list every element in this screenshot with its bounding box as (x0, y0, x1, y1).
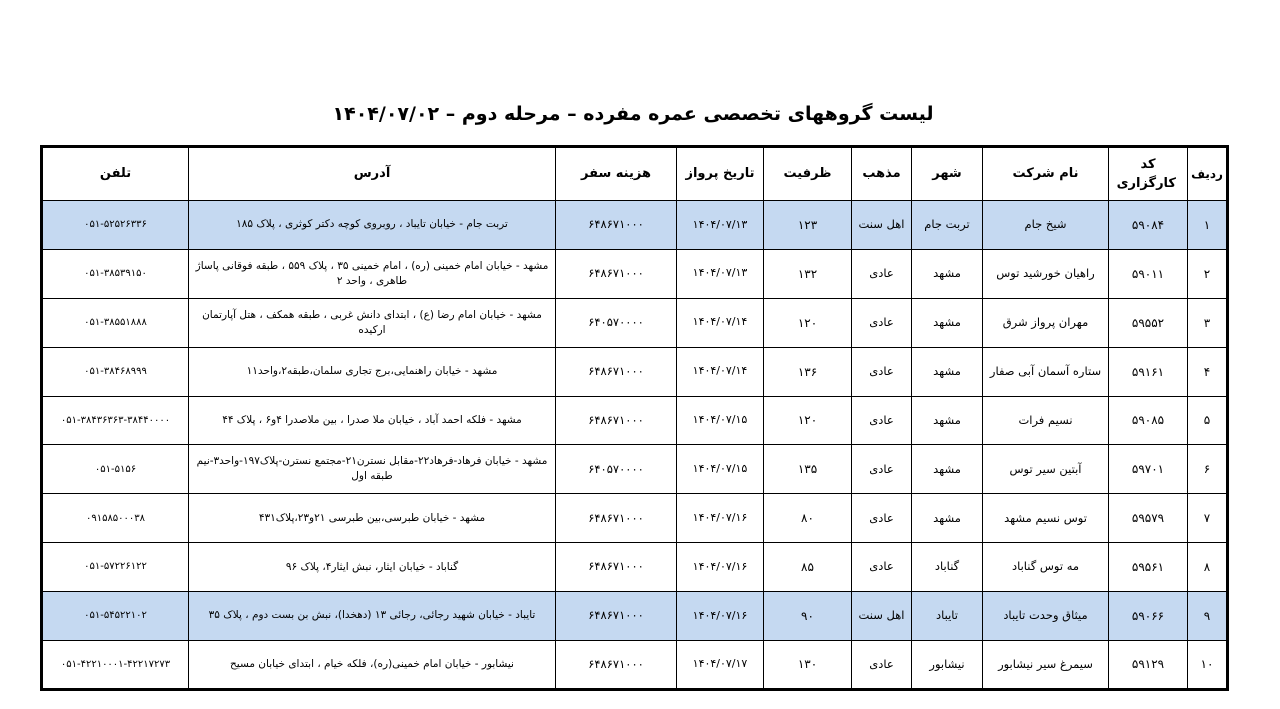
flight-date: ۱۴۰۴/۰۷/۱۶ (677, 592, 764, 641)
company-name: توس نسیم مشهد (983, 494, 1109, 543)
company-name: راهیان خورشید توس (983, 249, 1109, 298)
address: مشهد - خیابان امام رضا (ع) ، ابتدای دانش غربی ، طبقه همکف ، هتل آپارتمان ارکیده (189, 298, 556, 347)
phone: ۰۵۱-۵۴۵۲۲۱۰۲ (42, 592, 189, 641)
city: تربت جام (912, 201, 983, 250)
religion: عادی (852, 641, 912, 690)
column-header-row-number: ردیف (1188, 147, 1228, 201)
table-row (42, 396, 1228, 445)
city: مشهد (912, 445, 983, 494)
agency-code: ۵۹۱۶۱ (1109, 347, 1188, 396)
agency-code: ۵۹۱۲۹ (1109, 641, 1188, 690)
table-row (42, 347, 1228, 396)
agency-code: ۵۹۰۱۱ (1109, 249, 1188, 298)
agency-code: ۵۹۵۷۹ (1109, 494, 1188, 543)
phone: ۰۵۱-۵۲۵۲۶۳۳۶ (42, 201, 189, 250)
phone: ۰۵۱-۳۸۴۳۶۳۶۳-۳۸۴۴۰۰۰۰ (42, 396, 189, 445)
column-header-trip-cost: هزینه سفر (556, 147, 677, 201)
flight-date: ۱۴۰۴/۰۷/۱۵ (677, 396, 764, 445)
column-header-address: آدرس (189, 147, 556, 201)
address: گناباد - خیابان ایثار، نبش ایثار۴، پلاک ۹۶ (189, 543, 556, 592)
religion: عادی (852, 494, 912, 543)
column-header-flight-date: تاریخ پرواز (677, 147, 764, 201)
trip-cost: ۶۴۸۶۷۱۰۰۰ (556, 347, 677, 396)
address: مشهد - فلکه احمد آباد ، خیابان ملا صدرا ، بین ملاصدرا ۴و۶ ، پلاک ۴۴ (189, 396, 556, 445)
agency-code: ۵۹۰۸۴ (1109, 201, 1188, 250)
address: نیشابور - خیابان امام خمینی(ره)، فلکه خیام ، ابتدای خیابان مسیح (189, 641, 556, 690)
city: مشهد (912, 494, 983, 543)
table-row (42, 494, 1228, 543)
row-number: ۵ (1188, 396, 1228, 445)
flight-date: ۱۴۰۴/۰۷/۱۴ (677, 298, 764, 347)
company-name: ستاره آسمان آبی صفار (983, 347, 1109, 396)
capacity: ۸۵ (764, 543, 852, 592)
table-row (42, 445, 1228, 494)
religion: عادی (852, 445, 912, 494)
flight-date: ۱۴۰۴/۰۷/۱۶ (677, 543, 764, 592)
flight-date: ۱۴۰۴/۰۷/۱۵ (677, 445, 764, 494)
capacity: ۹۰ (764, 592, 852, 641)
column-header-religion: مذهب (852, 147, 912, 201)
row-number: ۸ (1188, 543, 1228, 592)
flight-date: ۱۴۰۴/۰۷/۱۳ (677, 201, 764, 250)
row-number: ۴ (1188, 347, 1228, 396)
table-body (42, 201, 1228, 690)
company-name: شیخ جام (983, 201, 1109, 250)
religion: عادی (852, 249, 912, 298)
religion: اهل سنت (852, 201, 912, 250)
column-header-phone: تلفن (42, 147, 189, 201)
row-number: ۹ (1188, 592, 1228, 641)
page-title: لیست گروههای تخصصی عمره مفرده – مرحله دوم – ۱۴۰۴/۰۷/۰۲ (332, 103, 934, 125)
company-name: مهران پرواز شرق (983, 298, 1109, 347)
religion: اهل سنت (852, 592, 912, 641)
agency-code: ۵۹۰۶۶ (1109, 592, 1188, 641)
trip-cost: ۶۴۸۶۷۱۰۰۰ (556, 201, 677, 250)
address: مشهد - خیابان طبرسی،بین طبرسی ۲۱و۲۳،پلاک۴۳۱ (189, 494, 556, 543)
address: تربت جام - خیابان تایباد ، روبروی کوچه دکتر کوثری ، پلاک ۱۸۵ (189, 201, 556, 250)
row-number: ۷ (1188, 494, 1228, 543)
column-header-capacity: ظرفیت (764, 147, 852, 201)
phone: ۰۵۱-۳۸۵۵۱۸۸۸ (42, 298, 189, 347)
capacity: ۱۳۵ (764, 445, 852, 494)
trip-cost: ۶۴۸۶۷۱۰۰۰ (556, 592, 677, 641)
umrah-groups-table (40, 145, 1229, 691)
address: تایباد - خیابان شهید رجائی، رجائی ۱۳ (دهخدا)، نبش بن بست دوم ، پلاک ۳۵ (189, 592, 556, 641)
table-row (42, 298, 1228, 347)
flight-date: ۱۴۰۴/۰۷/۱۴ (677, 347, 764, 396)
row-number: ۱۰ (1188, 641, 1228, 690)
city: گناباد (912, 543, 983, 592)
capacity: ۱۲۰ (764, 396, 852, 445)
capacity: ۱۳۰ (764, 641, 852, 690)
trip-cost: ۶۴۰۵۷۰۰۰۰ (556, 445, 677, 494)
trip-cost: ۶۴۸۶۷۱۰۰۰ (556, 641, 677, 690)
address: مشهد - خیابان راهنمایی،برج تجاری سلمان،طبقه۲،واحد۱۱ (189, 347, 556, 396)
company-name: مه توس گناباد (983, 543, 1109, 592)
column-header-company-name: نام شرکت (983, 147, 1109, 201)
column-header-agency-code: کد کارگزاری (1109, 147, 1188, 201)
flight-date: ۱۴۰۴/۰۷/۱۷ (677, 641, 764, 690)
capacity: ۱۳۶ (764, 347, 852, 396)
trip-cost: ۶۴۸۶۷۱۰۰۰ (556, 494, 677, 543)
phone: ۰۵۱-۴۲۲۱۰۰۰۱-۴۲۲۱۷۲۷۳ (42, 641, 189, 690)
trip-cost: ۶۴۸۶۷۱۰۰۰ (556, 396, 677, 445)
column-header-city: شهر (912, 147, 983, 201)
capacity: ۸۰ (764, 494, 852, 543)
company-name: میثاق وحدت تایباد (983, 592, 1109, 641)
table-row (42, 249, 1228, 298)
trip-cost: ۶۴۰۵۷۰۰۰۰ (556, 298, 677, 347)
row-number: ۱ (1188, 201, 1228, 250)
capacity: ۱۲۳ (764, 201, 852, 250)
address: مشهد - خیابان فرهاد-فرهاد۲۲-مقابل نسترن۲۱-مجتمع نسترن-پلاک۱۹۷-واحد۳-نیم طبقه اول (189, 445, 556, 494)
city: مشهد (912, 298, 983, 347)
city: مشهد (912, 249, 983, 298)
address: مشهد - خیابان امام خمینی (ره) ، امام خمینی ۳۵ ، پلاک ۵۵۹ ، طبقه فوقانی پاساژ طاهری ، واحد ۲ (189, 249, 556, 298)
agency-code: ۵۹۵۶۱ (1109, 543, 1188, 592)
row-number: ۲ (1188, 249, 1228, 298)
religion: عادی (852, 347, 912, 396)
phone: ۰۵۱-۵۱۵۶ (42, 445, 189, 494)
capacity: ۱۳۲ (764, 249, 852, 298)
row-number: ۶ (1188, 445, 1228, 494)
table-row (42, 201, 1228, 250)
phone: ۰۵۱-۵۷۲۲۶۱۲۲ (42, 543, 189, 592)
flight-date: ۱۴۰۴/۰۷/۱۶ (677, 494, 764, 543)
religion: عادی (852, 298, 912, 347)
city: تایباد (912, 592, 983, 641)
table-row (42, 592, 1228, 641)
row-number: ۳ (1188, 298, 1228, 347)
company-name: سیمرغ سیر نیشابور (983, 641, 1109, 690)
agency-code: ۵۹۵۵۲ (1109, 298, 1188, 347)
company-name: آبتین سیر توس (983, 445, 1109, 494)
trip-cost: ۶۴۸۶۷۱۰۰۰ (556, 543, 677, 592)
phone: ۰۹۱۵۸۵۰۰۰۳۸ (42, 494, 189, 543)
trip-cost: ۶۴۸۶۷۱۰۰۰ (556, 249, 677, 298)
company-name: نسیم فرات (983, 396, 1109, 445)
phone: ۰۵۱-۳۸۴۶۸۹۹۹ (42, 347, 189, 396)
header-row (42, 147, 1228, 201)
city: مشهد (912, 347, 983, 396)
agency-code: ۵۹۰۸۵ (1109, 396, 1188, 445)
table-header (42, 147, 1228, 201)
flight-date: ۱۴۰۴/۰۷/۱۳ (677, 249, 764, 298)
religion: عادی (852, 543, 912, 592)
city: مشهد (912, 396, 983, 445)
city: نیشابور (912, 641, 983, 690)
table-row (42, 543, 1228, 592)
agency-code: ۵۹۷۰۱ (1109, 445, 1188, 494)
phone: ۰۵۱-۳۸۵۳۹۱۵۰ (42, 249, 189, 298)
religion: عادی (852, 396, 912, 445)
table-row (42, 641, 1228, 690)
capacity: ۱۲۰ (764, 298, 852, 347)
